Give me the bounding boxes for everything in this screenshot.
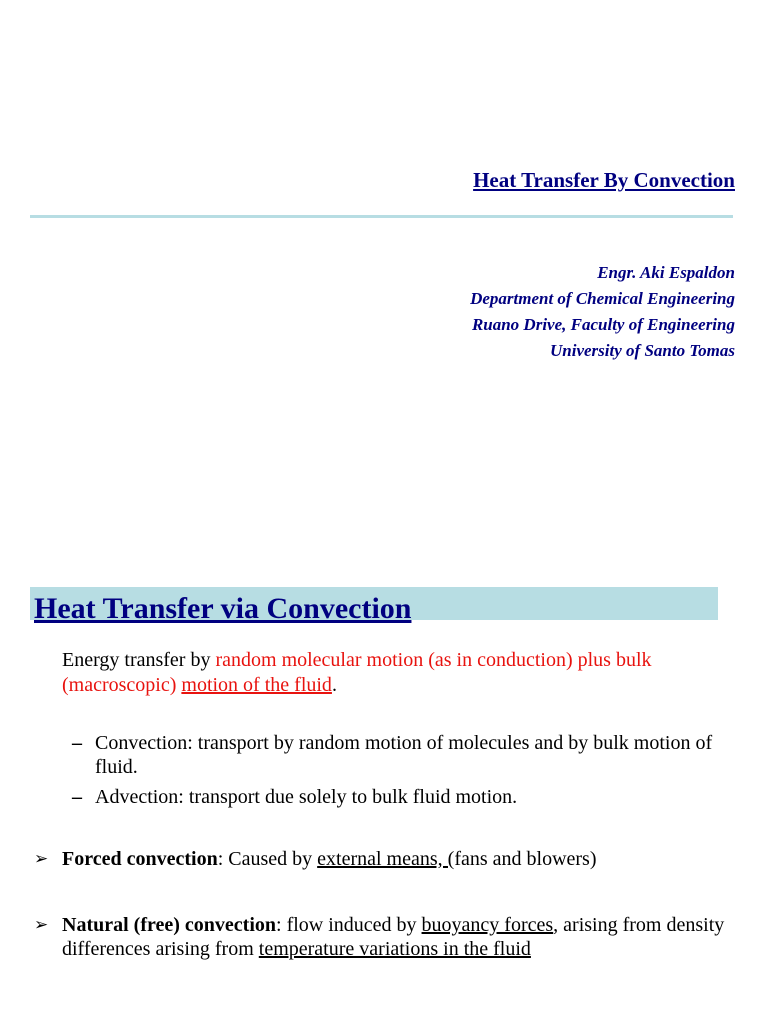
intro-text: Energy transfer by bbox=[62, 649, 216, 671]
intro-red-text: random molecular motion (as in conduction) plus bulk (macroscopic) bbox=[62, 649, 652, 696]
title-divider bbox=[30, 215, 733, 218]
slide-2-title: Heat Transfer via Convection bbox=[34, 592, 412, 625]
bullet-natural-convection bbox=[34, 913, 734, 961]
intro-red-underlined: motion of the fluid bbox=[181, 674, 332, 696]
author-address: Ruano Drive, Faculty of Engineering bbox=[471, 315, 735, 334]
natural-text-2: , arising from density differences arising from bbox=[62, 914, 725, 960]
arrow-bullet-icon: ➢ bbox=[34, 849, 49, 868]
forced-text-2: fans and blowers) bbox=[454, 848, 597, 870]
bullet-text bbox=[62, 847, 734, 871]
slide-1-title: Heat Transfer By Convection bbox=[473, 168, 735, 192]
author-name: Engr. Aki Espaldon bbox=[597, 263, 735, 282]
author-university: University of Santo Tomas bbox=[550, 341, 735, 360]
dash-item-text: Advection: transport due solely to bulk fluid motion. bbox=[95, 786, 518, 808]
bullet-text bbox=[62, 913, 734, 961]
intro-paragraph bbox=[62, 648, 742, 698]
forced-text-1: : Caused by bbox=[217, 848, 318, 870]
dash-marker: – bbox=[72, 732, 82, 754]
intro-end: . bbox=[331, 674, 337, 696]
natural-underlined-1: buoyancy forces bbox=[421, 914, 554, 936]
dash-item-text: Convection: transport by random motion of molecules and by bulk motion of fluid. bbox=[95, 732, 713, 778]
natural-text-1: : flow induced by bbox=[276, 914, 422, 936]
natural-underlined-2: temperature variations in the fluid bbox=[258, 938, 531, 960]
forced-underlined: external means, ( bbox=[317, 848, 455, 870]
bullet-forced-convection bbox=[34, 847, 734, 871]
author-block bbox=[470, 260, 735, 364]
dash-item-advection bbox=[72, 785, 732, 809]
author-department: Department of Chemical Engineering bbox=[470, 289, 735, 308]
forced-term: Forced convection bbox=[62, 848, 218, 870]
natural-term: Natural (free) convection bbox=[62, 914, 277, 936]
dash-marker: – bbox=[72, 786, 82, 808]
dash-item-convection bbox=[72, 731, 732, 779]
arrow-bullet-icon: ➢ bbox=[34, 915, 49, 934]
